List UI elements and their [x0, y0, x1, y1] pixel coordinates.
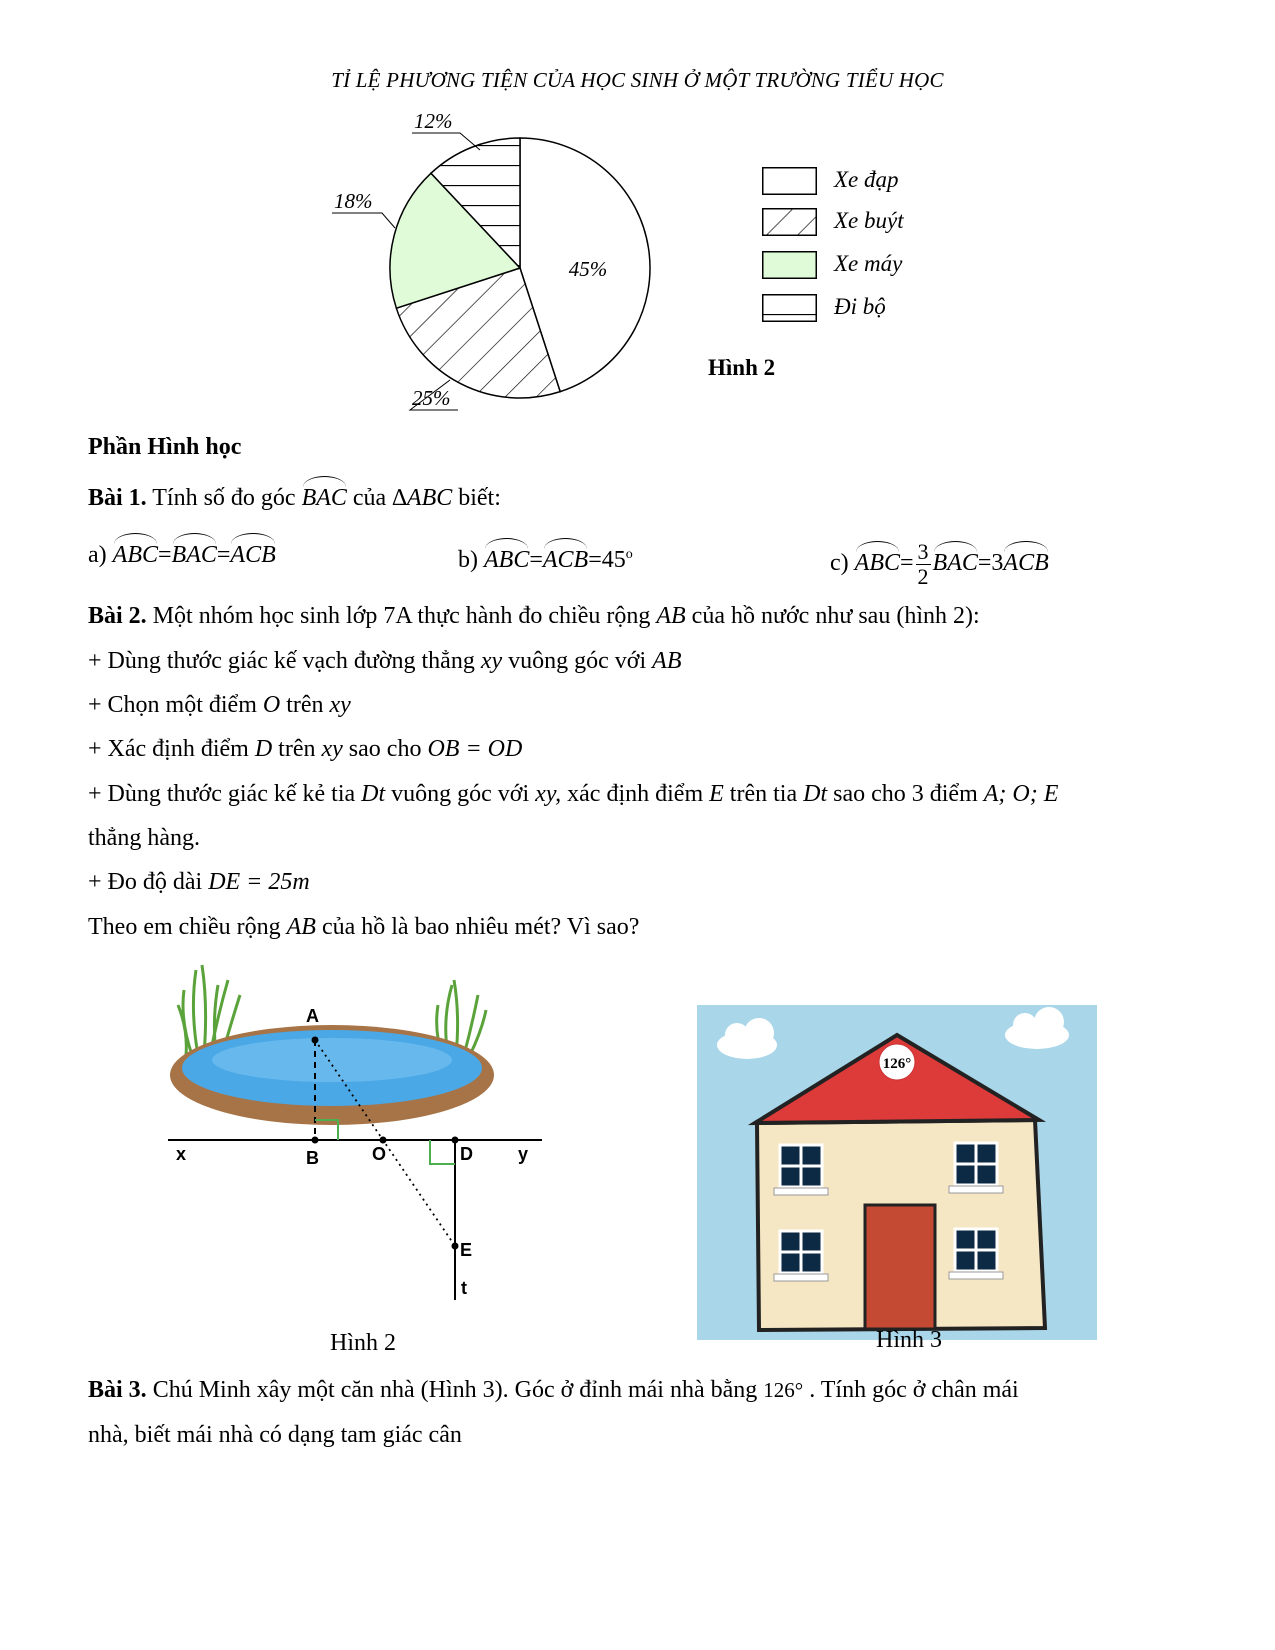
bai2-step-5	[88, 867, 310, 897]
angle-abc: ABC	[112, 542, 158, 568]
point-e	[452, 1243, 459, 1250]
bai2-step-2	[88, 690, 351, 720]
angle-acb: ACB	[1003, 550, 1049, 577]
house-caption: Hình 3	[876, 1327, 942, 1353]
leader-line-xe-may	[332, 213, 395, 228]
label-x: x	[176, 1144, 187, 1164]
text: trên tia	[723, 781, 804, 807]
text: + Đo độ dài	[88, 869, 209, 895]
points-aoe: A; O; E	[983, 781, 1059, 807]
equation: OB = OD	[427, 736, 523, 762]
bai1-text: biết:	[452, 485, 501, 511]
bai3-line-2: nhà, biết mái nhà có dạng tam giác cân	[88, 1422, 462, 1448]
text: trên	[280, 692, 330, 718]
label-d: D	[460, 1144, 473, 1164]
fraction-numerator: 3	[917, 539, 929, 564]
equals-sign: =	[899, 550, 914, 577]
angle-bac: BAC	[171, 542, 217, 568]
legend-label: Xe đạp	[834, 167, 899, 192]
angle-acb: ACB	[542, 547, 589, 573]
equals-sign: =	[977, 550, 992, 577]
segment-ab: AB	[656, 603, 686, 629]
text: Một nhóm học sinh lớp 7A thực hành đo chiều rộng	[146, 603, 657, 629]
data-label-xe-may: 18%	[334, 189, 373, 213]
bai3-label: Bài 3.	[88, 1377, 147, 1403]
coefficient: 3	[991, 550, 1004, 577]
triangle-abc: ∆ABC	[392, 485, 453, 511]
section-title: Phần Hình học	[88, 434, 242, 460]
text: . Tính góc ở chân mái	[803, 1377, 1019, 1403]
label-a: A	[306, 1006, 319, 1026]
point-e: E	[709, 781, 724, 807]
segment-ab: AB	[652, 648, 682, 674]
data-label-di-bo: 12%	[414, 109, 453, 133]
window-bottom-right	[949, 1229, 1003, 1279]
angle-bac: BAC	[301, 485, 347, 511]
text: của hồ nước như sau (hình 2):	[685, 603, 980, 629]
bai1-label: Bài 1.	[88, 485, 147, 511]
bai1-question	[88, 483, 501, 513]
label-b: B	[306, 1148, 319, 1168]
bai1-part-b	[458, 540, 633, 575]
lake-figure	[160, 960, 550, 1310]
degree-symbol: o	[625, 547, 633, 562]
angle-abc: ABC	[484, 547, 530, 573]
legend-swatch-horizontal	[762, 294, 817, 322]
equals-sign: =	[529, 547, 543, 573]
label-y: y	[518, 1144, 529, 1164]
legend-label: Xe máy	[834, 251, 903, 276]
window-bottom-left	[774, 1231, 828, 1281]
legend-swatch-green	[762, 251, 817, 279]
window-top-right	[949, 1143, 1003, 1193]
point-o	[380, 1137, 387, 1144]
point-o: O	[262, 692, 281, 718]
fraction	[916, 540, 931, 589]
chart-title: TỈ LỆ PHƯƠNG TIỆN CỦA HỌC SINH Ở MỘT TRƯỜNG TIỂU HỌC	[331, 68, 944, 92]
part-a-label: a)	[88, 542, 113, 568]
part-b-label: b)	[458, 547, 484, 573]
equation: DE = 25m	[208, 869, 310, 895]
angle-value: 45	[601, 547, 626, 573]
angle-abc: ABC	[854, 550, 900, 577]
angle-value: 126°	[763, 1378, 804, 1402]
fraction-denominator: 2	[917, 564, 929, 589]
text: sao cho	[342, 736, 428, 762]
legend-label: Đi bộ	[834, 294, 886, 319]
ray-dt: Dt	[803, 781, 828, 807]
line-xy: xy	[480, 648, 503, 674]
text: của hồ là bao nhiêu mét? Vì sao?	[315, 914, 640, 940]
text: vuông góc với	[385, 781, 536, 807]
angle-acb: ACB	[230, 542, 276, 568]
bai2-intro	[88, 601, 980, 631]
data-label-xe-buyt: 25%	[412, 386, 451, 410]
equals-sign: =	[588, 547, 602, 573]
right-angle-d	[430, 1140, 455, 1164]
bai1-part-c	[830, 540, 1049, 589]
text: Chú Minh xây một căn nhà (Hình 3). Góc ở đỉnh mái nhà bằng	[146, 1377, 764, 1403]
label-e: E	[460, 1240, 473, 1260]
point-a	[312, 1037, 319, 1044]
bai2-step-4	[88, 779, 1058, 809]
equals-sign: =	[216, 542, 231, 568]
label-t: t	[461, 1278, 467, 1298]
chart-caption: Hình 2	[708, 355, 776, 380]
bai2-step-3	[88, 734, 522, 764]
bai1-text: của	[346, 485, 393, 511]
part-c-label: c)	[830, 550, 855, 577]
bai2-label: Bài 2.	[88, 603, 147, 629]
text: vuông góc với	[502, 648, 653, 674]
point-d: D	[254, 736, 273, 762]
text: trên	[272, 736, 322, 762]
ray-dt: Dt	[361, 781, 386, 807]
bai1-part-a	[88, 540, 276, 570]
water-highlight	[212, 1038, 452, 1082]
text: + Dùng thước giác kế kẻ tia	[88, 781, 362, 807]
text: + Xác định điểm	[88, 736, 255, 762]
equals-sign: =	[157, 542, 172, 568]
bai3-line-1	[88, 1375, 1019, 1405]
label-o: O	[372, 1144, 387, 1164]
bai1-text: Tính số đo góc	[146, 485, 302, 511]
text: Theo em chiều rộng	[88, 914, 287, 940]
legend-swatch-diagonal	[762, 208, 817, 236]
roof-angle-label: 126°	[882, 1056, 912, 1072]
window-top-left	[774, 1145, 828, 1195]
bai2-question	[88, 912, 639, 942]
point-d	[452, 1137, 459, 1144]
house-figure	[697, 1005, 1097, 1340]
lake-caption: Hình 2	[330, 1330, 396, 1356]
point-b	[312, 1137, 319, 1144]
line-xy: xy	[321, 736, 343, 762]
bai2-step-1	[88, 646, 682, 676]
text: + Chọn một điểm	[88, 692, 263, 718]
legend-label: Xe buýt	[834, 208, 904, 233]
angle-bac: BAC	[932, 550, 978, 577]
door	[865, 1205, 935, 1329]
segment-ab: AB	[286, 914, 316, 940]
pie-chart	[330, 105, 690, 415]
text: xác định điểm	[561, 781, 710, 807]
legend-swatch-white	[762, 167, 817, 195]
bai2-step-4-cont: thẳng hàng.	[88, 825, 200, 851]
text: + Dùng thước giác kế vạch đường thẳng	[88, 648, 481, 674]
data-label-xe-dap: 45%	[568, 257, 608, 281]
text: sao cho 3 điểm	[827, 781, 984, 807]
line-xy: xy,	[535, 781, 562, 807]
line-xy: xy	[329, 692, 351, 718]
